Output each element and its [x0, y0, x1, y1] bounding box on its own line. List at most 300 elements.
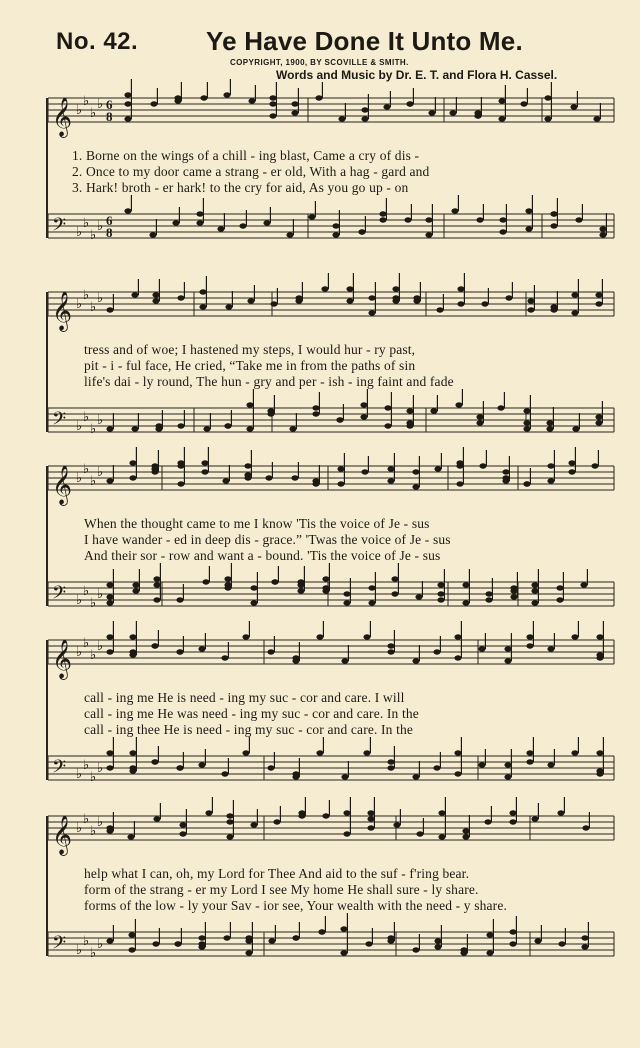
music-system: [48, 630, 614, 794]
note-head: [337, 481, 344, 486]
note-head: [343, 810, 350, 815]
time-signature-digit: 6: [106, 97, 113, 112]
note-head: [454, 655, 461, 660]
note-head: [481, 301, 488, 306]
note-head: [486, 932, 493, 937]
note-head: [298, 813, 305, 818]
bass-clef-icon: 𝄢: [52, 583, 67, 608]
note-head: [526, 643, 533, 648]
note-head: [153, 597, 160, 602]
lyric-line: life's dai - ly round, The hun - gry and per - ish - ing faint and fade: [84, 374, 454, 389]
note-head: [360, 414, 367, 419]
note-head: [346, 298, 353, 303]
note-head: [387, 649, 394, 654]
flat-icon: ♭: [90, 421, 97, 436]
note-head: [523, 481, 530, 486]
note-head: [292, 935, 299, 940]
note-head: [568, 460, 575, 465]
note-head: [129, 652, 136, 657]
note-head: [337, 466, 344, 471]
note-head: [523, 420, 530, 425]
note-head: [526, 750, 533, 755]
note-head: [580, 582, 587, 587]
flat-icon: ♭: [83, 215, 90, 230]
note-head: [412, 469, 419, 474]
note-head: [198, 762, 205, 767]
note-head: [504, 658, 511, 663]
credits: Words and Music by Dr. E. T. and Flora H. Cassel.: [276, 68, 558, 82]
note-head: [322, 813, 329, 818]
note-head: [267, 649, 274, 654]
note-head: [531, 588, 538, 593]
note-head: [338, 116, 345, 121]
flat-icon: ♭: [76, 418, 83, 433]
note-head: [368, 310, 375, 315]
music-system: [48, 806, 614, 970]
flat-icon: ♭: [76, 102, 83, 117]
note-head: [132, 582, 139, 587]
note-head: [523, 426, 530, 431]
note-head: [291, 475, 298, 480]
lyric-block: [48, 516, 614, 564]
bass-clef-icon: 𝄢: [52, 757, 67, 782]
note-group: [106, 447, 598, 490]
note-head: [361, 116, 368, 121]
note-head: [153, 816, 160, 821]
note-head: [383, 104, 390, 109]
note-head: [322, 576, 329, 581]
system-brace: [46, 640, 48, 780]
note-head: [510, 594, 517, 599]
note-head: [198, 941, 205, 946]
note-head: [484, 819, 491, 824]
note-head: [315, 95, 322, 100]
note-group: [106, 737, 603, 780]
note-head: [449, 110, 456, 115]
note-head: [387, 643, 394, 648]
hymn-number: No. 42.: [56, 28, 139, 55]
note-head: [527, 298, 534, 303]
note-head: [509, 810, 516, 815]
copyright-notice: COPYRIGHT, 1900, BY SCOVILLE & SMITH.: [230, 58, 409, 67]
note-head: [224, 582, 231, 587]
note-head: [457, 286, 464, 291]
note-head: [198, 935, 205, 940]
note-head: [502, 469, 509, 474]
note-head: [196, 211, 203, 216]
treble-staff: [48, 456, 614, 512]
note-head: [438, 834, 445, 839]
note-head: [387, 466, 394, 471]
note-head: [474, 110, 481, 115]
note-head: [131, 292, 138, 297]
note-head: [245, 935, 252, 940]
note-head: [153, 576, 160, 581]
note-head: [531, 600, 538, 605]
bass-staff: [48, 918, 614, 974]
note-head: [332, 223, 339, 228]
note-head: [384, 423, 391, 428]
note-head: [177, 463, 184, 468]
note-head: [505, 295, 512, 300]
lyric-line: call - ing thee He is need - ing my suc - cor and care. In the: [84, 722, 414, 737]
note-head: [239, 223, 246, 228]
note-head: [312, 481, 319, 486]
note-head: [406, 101, 413, 106]
note-head: [582, 825, 589, 830]
note-head: [571, 750, 578, 755]
note-head: [225, 304, 232, 309]
note-head: [520, 101, 527, 106]
note-head: [367, 810, 374, 815]
lyric-block: [48, 690, 614, 738]
note-head: [291, 101, 298, 106]
note-head: [246, 426, 253, 431]
note-head: [428, 110, 435, 115]
note-group: [106, 273, 602, 316]
note-head: [509, 819, 516, 824]
lyric-line: pit - i - ful face, He cried, “Take me in from the paths of sin: [84, 358, 416, 373]
note-head: [268, 938, 275, 943]
note-head: [222, 478, 229, 483]
system-brace: [46, 98, 48, 238]
lyric-line: call - ing me He was need - ing my suc - cor and care. In the: [84, 706, 419, 721]
note-head: [478, 646, 485, 651]
note-head: [368, 295, 375, 300]
note-head: [292, 655, 299, 660]
note-head: [152, 292, 159, 297]
note-group: [124, 79, 600, 122]
note-head: [547, 478, 554, 483]
note-head: [174, 95, 181, 100]
flat-icon: ♭: [90, 105, 97, 120]
lyric-line: call - ing me He is need - ing my suc - cor and care. I will: [84, 690, 405, 705]
note-head: [387, 765, 394, 770]
note-head: [387, 478, 394, 483]
treble-clef-icon: 𝄞: [52, 639, 73, 679]
note-head: [581, 944, 588, 949]
note-head: [106, 582, 113, 587]
lyric-line: form of the strang - er my Lord I see My home He shall sure - ly share.: [84, 882, 479, 897]
treble-clef-icon: 𝄞: [52, 815, 73, 855]
note-head: [437, 597, 444, 602]
note-head: [499, 217, 506, 222]
note-head: [478, 762, 485, 767]
note-head: [124, 92, 131, 97]
note-head: [391, 591, 398, 596]
note-head: [153, 582, 160, 587]
flat-icon: ♭: [90, 227, 97, 242]
note-head: [269, 95, 276, 100]
note-head: [341, 774, 348, 779]
note-head: [527, 307, 534, 312]
time-signature-digit: 8: [106, 225, 113, 240]
music-system: [48, 456, 614, 620]
bass-staff: [48, 568, 614, 624]
note-group: [106, 797, 589, 840]
note-head: [437, 591, 444, 596]
note-head: [525, 226, 532, 231]
note-head: [550, 304, 557, 309]
note-head: [509, 929, 516, 934]
bass-clef-icon: 𝄢: [52, 933, 67, 958]
note-head: [404, 217, 411, 222]
note-head: [128, 932, 135, 937]
bass-staff: [48, 742, 614, 798]
note-head: [198, 646, 205, 651]
note-head: [367, 816, 374, 821]
note-head: [199, 304, 206, 309]
flat-icon: ♭: [83, 811, 90, 826]
flat-icon: ♭: [97, 464, 104, 479]
note-head: [124, 208, 131, 213]
flat-icon: ♭: [76, 820, 83, 835]
flat-icon: ♭: [90, 823, 97, 838]
note-head: [412, 947, 419, 952]
note-head: [316, 750, 323, 755]
lyric-line: tress and of woe; I hastened my steps, I would hur - ry past,: [84, 342, 416, 357]
lyric-line: forms of the low - ly your Sav - ior see, Your wealth with the need - y share.: [84, 898, 507, 913]
note-head: [454, 750, 461, 755]
note-head: [462, 582, 469, 587]
note-head: [581, 935, 588, 940]
note-head: [172, 220, 179, 225]
note-head: [221, 655, 228, 660]
note-head: [523, 408, 530, 413]
note-head: [291, 110, 298, 115]
flat-icon: ♭: [97, 412, 104, 427]
note-head: [476, 414, 483, 419]
note-head: [413, 298, 420, 303]
note-head: [363, 634, 370, 639]
note-head: [509, 941, 516, 946]
note-head: [556, 597, 563, 602]
flat-icon: ♭: [83, 583, 90, 598]
note-head: [596, 655, 603, 660]
note-head: [318, 929, 325, 934]
note-head: [379, 211, 386, 216]
note-head: [593, 116, 600, 121]
note-head: [498, 116, 505, 121]
note-head: [550, 211, 557, 216]
time-signature-digit: 6: [106, 213, 113, 228]
note-head: [223, 92, 230, 97]
note-head: [571, 634, 578, 639]
note-head: [531, 582, 538, 587]
note-head: [502, 475, 509, 480]
note-head: [271, 579, 278, 584]
note-head: [201, 460, 208, 465]
note-head: [367, 825, 374, 830]
flat-icon: ♭: [83, 757, 90, 772]
note-head: [412, 484, 419, 489]
note-head: [312, 405, 319, 410]
note-head: [485, 597, 492, 602]
flat-icon: ♭: [90, 299, 97, 314]
note-head: [343, 600, 350, 605]
note-head: [343, 831, 350, 836]
note-head: [242, 634, 249, 639]
note-head: [151, 466, 158, 471]
note-head: [499, 229, 506, 234]
note-head: [176, 765, 183, 770]
note-head: [321, 286, 328, 291]
lyric-block: [48, 866, 614, 914]
note-head: [434, 938, 441, 943]
note-head: [456, 460, 463, 465]
music-system: [48, 88, 614, 252]
note-head: [224, 576, 231, 581]
note-head: [226, 819, 233, 824]
note-head: [152, 941, 159, 946]
system-brace: [46, 466, 48, 606]
note-head: [217, 226, 224, 231]
note-head: [425, 232, 432, 237]
note-head: [412, 658, 419, 663]
note-head: [322, 588, 329, 593]
note-head: [246, 402, 253, 407]
note-head: [179, 831, 186, 836]
note-head: [526, 634, 533, 639]
note-head: [242, 750, 249, 755]
note-head: [434, 466, 441, 471]
flat-icon: ♭: [76, 942, 83, 957]
note-head: [416, 831, 423, 836]
note-head: [595, 414, 602, 419]
flat-icon: ♭: [90, 769, 97, 784]
note-head: [297, 588, 304, 593]
flat-icon: ♭: [97, 760, 104, 775]
note-head: [575, 217, 582, 222]
note-head: [127, 834, 134, 839]
note-head: [177, 481, 184, 486]
bass-clef-icon: 𝄢: [52, 409, 67, 434]
note-head: [149, 232, 156, 237]
note-head: [591, 463, 598, 468]
note-head: [596, 634, 603, 639]
note-head: [433, 649, 440, 654]
note-head: [128, 947, 135, 952]
lyric-line: When the thought came to me I know 'Tis the voice of Je - sus: [84, 516, 430, 531]
note-head: [346, 286, 353, 291]
treble-staff: [48, 806, 614, 862]
note-head: [379, 217, 386, 222]
note-head: [498, 98, 505, 103]
flat-icon: ♭: [90, 945, 97, 960]
note-head: [504, 774, 511, 779]
flat-icon: ♭: [97, 218, 104, 233]
note-head: [247, 298, 254, 303]
flat-icon: ♭: [76, 592, 83, 607]
time-signature-digit: 8: [106, 109, 113, 124]
note-head: [568, 469, 575, 474]
note-head: [176, 597, 183, 602]
note-head: [267, 765, 274, 770]
note-head: [336, 417, 343, 422]
note-head: [544, 116, 551, 121]
flat-icon: ♭: [76, 224, 83, 239]
treble-clef-icon: 𝄞: [52, 465, 73, 505]
note-head: [106, 600, 113, 605]
treble-staff: [48, 282, 614, 338]
note-head: [434, 944, 441, 949]
note-head: [556, 585, 563, 590]
note-head: [106, 828, 113, 833]
note-head: [393, 822, 400, 827]
note-head: [547, 646, 554, 651]
note-head: [177, 423, 184, 428]
note-head: [546, 426, 553, 431]
note-head: [425, 217, 432, 222]
flat-icon: ♭: [90, 595, 97, 610]
note-head: [270, 301, 277, 306]
note-head: [289, 426, 296, 431]
note-head: [129, 750, 136, 755]
note-head: [571, 292, 578, 297]
note-head: [571, 310, 578, 315]
note-head: [152, 298, 159, 303]
note-head: [406, 423, 413, 428]
note-head: [361, 469, 368, 474]
note-head: [179, 822, 186, 827]
note-head: [479, 463, 486, 468]
note-head: [455, 402, 462, 407]
note-head: [504, 762, 511, 767]
note-head: [129, 634, 136, 639]
note-head: [451, 208, 458, 213]
hymn-title: Ye Have Done It Unto Me.: [206, 26, 523, 56]
flat-icon: ♭: [83, 635, 90, 650]
note-head: [202, 579, 209, 584]
note-head: [221, 771, 228, 776]
note-head: [454, 771, 461, 776]
note-head: [599, 232, 606, 237]
note-group: [106, 913, 588, 956]
note-head: [316, 634, 323, 639]
note-head: [203, 426, 210, 431]
flat-icon: ♭: [97, 96, 104, 111]
note-head: [485, 591, 492, 596]
note-head: [415, 594, 422, 599]
note-head: [460, 950, 467, 955]
flat-icon: ♭: [83, 287, 90, 302]
note-head: [558, 941, 565, 946]
lyric-block: [48, 342, 614, 390]
note-head: [361, 107, 368, 112]
note-head: [384, 405, 391, 410]
bass-staff: [48, 394, 614, 450]
note-head: [124, 101, 131, 106]
flat-icon: ♭: [76, 766, 83, 781]
note-head: [124, 116, 131, 121]
flat-icon: ♭: [90, 473, 97, 488]
note-head: [438, 810, 445, 815]
treble-staff: [48, 630, 614, 686]
note-head: [250, 600, 257, 605]
flat-icon: ♭: [97, 936, 104, 951]
flat-icon: ♭: [97, 638, 104, 653]
note-head: [358, 229, 365, 234]
note-head: [340, 926, 347, 931]
note-head: [176, 649, 183, 654]
note-head: [476, 420, 483, 425]
note-head: [106, 478, 113, 483]
note-head: [504, 646, 511, 651]
lyric-line: 2. Once to my door came a strang - er old, With a hag - gard and: [72, 164, 430, 179]
flat-icon: ♭: [97, 586, 104, 601]
note-head: [263, 220, 270, 225]
note-head: [595, 420, 602, 425]
